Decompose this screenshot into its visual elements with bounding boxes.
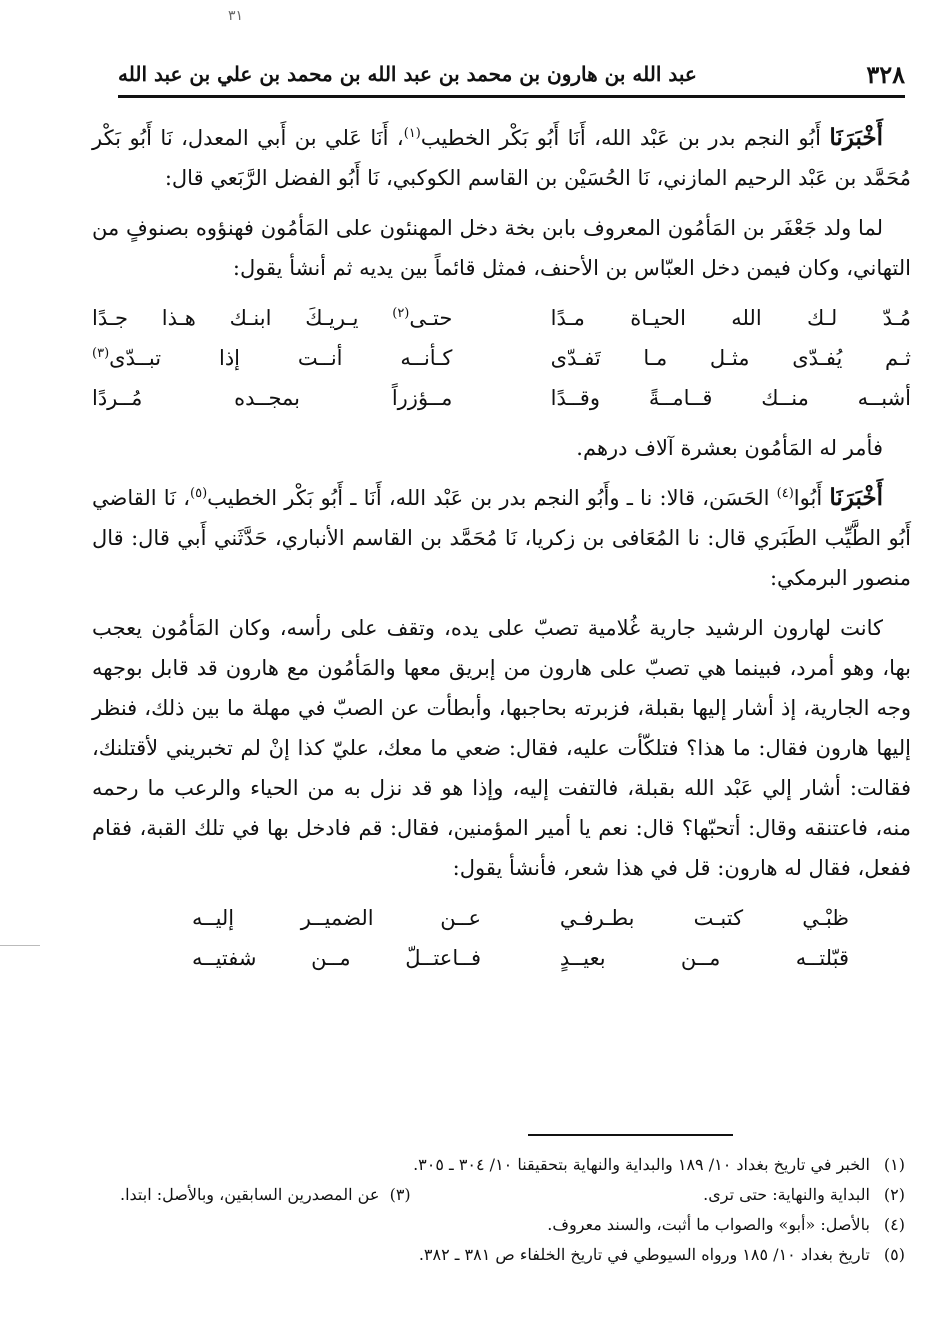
verse-text: حتـى (409, 306, 453, 330)
isnad-text: أَبُوا (793, 486, 830, 510)
verse-row (92, 298, 911, 338)
verse-first-hemistich: أشبــه منــك قــامــةً وقــدًا (550, 386, 911, 410)
footnotes (120, 1150, 905, 1270)
keyword-akhbarana: أَخْبَرَنَا (829, 124, 883, 151)
verse-text: يـريـكَ ابنـك هـذا جـدًا (92, 306, 393, 330)
footnote-text: بالأصل: «أبو» والصواب ما أثبت، والسند معروف. (547, 1215, 870, 1234)
footnote-ref-2: (٢) (392, 306, 410, 321)
footnote-ref-1: (١) (403, 126, 421, 141)
footnote-2 (120, 1180, 905, 1210)
narrative-paragraph: لما ولد جَعْفَر بن المَأمُون المعروف بابن بخة دخل المهنئون على المَأمُون فهنؤوه بصنوفٍ من التهاني، وكان فيمن دخل العبّاس بن الأحنف، فمثل قائماً بين يديه ثم أنشأ يقول: (92, 216, 911, 280)
footnote-4 (120, 1210, 905, 1240)
verse-first-hemistich: قبّلتــه مــن بعيــدٍ (559, 946, 849, 970)
story-paragraph: كانت لهارون الرشيد جارية غُلامية تصبّ على يده، وتقف على رأسه، وكان المَأمُون يعجب بها، وهو أمرد، فبينما هي تصبّ على هارون من إبريق معها والمَأمُون مع هارون قد قابل بوجهه وجه الجارية، إذ أشار إليها بقبلة، فزبرته بحاجبها، وأبطأت عن الصبّ في مهلة ما بين ذلك، فنظر إليها هارون فقال: ما هذا؟ فتلكّأت عليه، فقال: ضعي ما معك، عليّ كذا إنْ لم تخبريني لأقتلنك، فقالت: أشار إلي عَبْد الله بقبلة، فالتفت إليه، وإذا هو قد نزل به من الحياء والرعب ما رحمه منه، فاعتنقه وقال: أتحبّها؟ قال: نعم يا أمير المؤمنين، فقال: قم فادخل بها في تلك القبة، فقام ففعل، فقال له هارون: قل في هذا شعر، فأنشأ يقول: (92, 616, 911, 880)
isnad-text: ، أَنَا عَلي بن أَبي المعدل، نَا أَبُو بَكْر مُحَمَّد بن عَبْد الرحيم المازني، نَا الحُسَيْن بن القاسم الكوكبي، نَا أَبُو الفضل الرَّبَعي قال: (92, 126, 911, 190)
verse-row (192, 898, 849, 938)
corner-mark: ٣١ (228, 8, 244, 24)
footnote-number: (٣) (389, 1185, 411, 1204)
reward-line: فأمر له المَأمُون بعشرة آلاف درهم. (576, 436, 883, 460)
isnad-paragraph-1 (92, 118, 911, 198)
verse-first-hemistich: ثـم يُفـدّى مثـل مـا تَفـدّى (550, 346, 911, 370)
footnote-number: (٥) (883, 1245, 905, 1264)
isnad-text: الحَسَن، قالا: نا ـ وأَبُو النجم بدر بن عَبْد الله، أَنَا ـ أَبُو بَكْر الخطيب (207, 486, 777, 510)
verse-row (92, 378, 911, 418)
isnad-text: ، نَا القاضي أَبُو الطَّيِّب الطَبَري قال: نا المُعَافى بن زكريا، نَا مُحَمَّد بن القاسم الأنباري، حَدَّثَني أَبي قال: قال منصور البرمكي: (92, 486, 911, 590)
verse-row (192, 938, 849, 978)
verse-first-hemistich: ظبْـي كتبـت بطـرفـي (559, 906, 849, 930)
footnote-ref-4: (٤) (776, 486, 794, 501)
verse-second-hemistich: عــن الضميــر إليــه (192, 906, 482, 930)
keyword-akhbarana: أَخْبَرَنَا (829, 484, 884, 511)
verse-second-hemistich (92, 338, 452, 378)
page-number: ٣٢٨ (866, 60, 905, 89)
footnote-text: البداية والنهاية: حتى ترى. (703, 1185, 870, 1204)
poem-2 (92, 898, 911, 978)
header-rule (118, 95, 905, 98)
footnote-text: الخبر في تاريخ بغداد ١٠/ ١٨٩ والبداية والنهاية بتحقيقنا ١٠/ ٣٠٤ ـ ٣٠٥. (413, 1155, 870, 1174)
verse-second-hemistich: مــؤزراً بمجــده مُــردًا (92, 386, 453, 410)
footnote-1 (120, 1150, 905, 1180)
verse-text: كـأنــه أنــت إذا تبــدّى (109, 346, 453, 370)
isnad-paragraph-2 (92, 478, 911, 598)
isnad-text: أَبُو النجم بدر بن عَبْد الله، أَنَا أَبُو بَكْر الخطيب (420, 126, 830, 150)
verse-second-hemistich (92, 298, 452, 338)
poem-1 (92, 298, 911, 418)
footnote-number: (١) (883, 1155, 905, 1174)
page-header (118, 58, 905, 96)
running-title: عبد الله بن هارون بن محمد بن عبد الله بن محمد بن علي بن عبد الله (118, 62, 697, 86)
main-text (92, 118, 911, 988)
footnote-3 (120, 1180, 411, 1210)
footnote-text: عن المصدرين السابقين، وبالأصل: ابتدا. (120, 1185, 380, 1204)
footnote-ref-5: (٥) (190, 486, 208, 501)
footnote-separator (528, 1134, 733, 1136)
verse-first-hemistich: مُـدّ لـك الله الحيـاة مـدًا (550, 306, 911, 330)
footnote-number: (٤) (883, 1215, 905, 1234)
verse-second-hemistich: فــاعتــلّ مــن شفتيــه (192, 946, 482, 970)
verse-row (92, 338, 911, 378)
footnote-ref-3: (٣) (92, 346, 110, 361)
margin-tick (0, 945, 40, 946)
footnote-5 (120, 1240, 905, 1270)
footnote-text: تاريخ بغداد ١٠/ ١٨٥ ورواه السيوطي في تاريخ الخلفاء ص ٣٨١ ـ ٣٨٢. (418, 1245, 870, 1264)
footnote-number: (٢) (883, 1185, 905, 1204)
